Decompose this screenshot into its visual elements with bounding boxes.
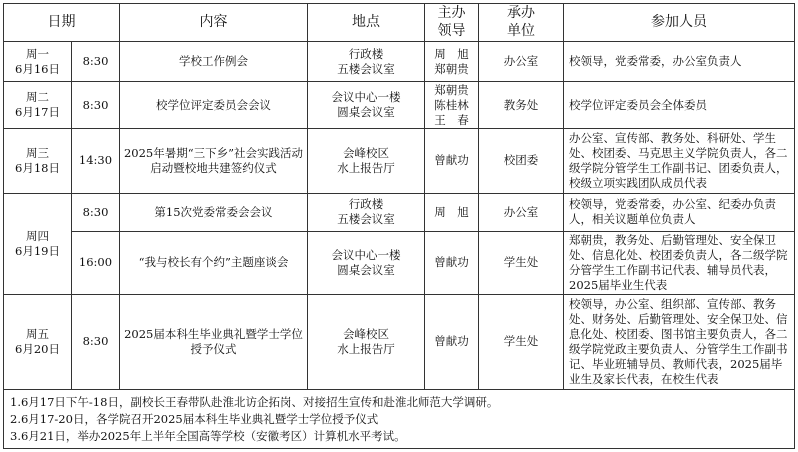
header-location: 地点 [308, 4, 425, 42]
participants-cell: 校领导，党委常委，办公室负责人 [564, 42, 795, 82]
time-cell: 8:30 [72, 42, 120, 82]
note-item: 2.6月17-20日，各学院召开2025届本科生毕业典礼暨学士学位授予仪式 [10, 411, 379, 426]
participants-cell: 办公室、宣传部、教务处、科研处、学生处、校团委、马克思主义学院负责人，各二级学院分管学生工作副书记、团委负责人，校级立项实践团队成员代表 [564, 129, 795, 194]
content-cell: 2025届本科生毕业典礼暨学士学位授予仪式 [120, 294, 308, 390]
day-cell: 周五 6月20日 [4, 294, 72, 390]
leader-cell: 曾献功 [425, 294, 479, 390]
note-item: 3.6月21日，举办2025年上半年全国高等学校（安徽考区）计算机水平考试。 [10, 428, 406, 443]
day-cell: 周四 6月19日 [4, 193, 72, 294]
leader-cell: 曾献功 [425, 232, 479, 295]
leader-cell: 周 旭 郑朝贵 [425, 42, 479, 82]
table-row [4, 129, 795, 194]
participants-cell: 校领导，办公室、组织部、宣传部、教务处、财务处、后勤管理处、安全保卫处、信息化处、校团委、图书馆主要负责人，各二级学院党政主要负责人、分管学生工作副书记、毕业班辅导员、教师代表，2025届毕业生及家长代表，在校生代表 [564, 294, 795, 390]
day-cell: 周二 6月17日 [4, 82, 72, 129]
time-cell: 8:30 [72, 82, 120, 129]
table-row [4, 42, 795, 82]
table-row [4, 232, 795, 295]
header-participants: 参加人员 [564, 4, 795, 42]
unit-cell: 教务处 [479, 82, 564, 129]
header-unit: 承办 单位 [479, 4, 564, 42]
unit-cell: 办公室 [479, 42, 564, 82]
unit-cell: 办公室 [479, 193, 564, 231]
content-cell: 第15次党委常委会会议 [120, 193, 308, 231]
notes-cell [4, 390, 795, 449]
leader-cell: 周 旭 [425, 193, 479, 231]
header-content: 内容 [120, 4, 308, 42]
location-cell: 行政楼 五楼会议室 [308, 193, 425, 231]
unit-cell: 校团委 [479, 129, 564, 194]
day-cell: 周一 6月16日 [4, 42, 72, 82]
header-row [4, 4, 795, 42]
table-row [4, 294, 795, 390]
participants-cell: 校学位评定委员会全体委员 [564, 82, 795, 129]
content-cell: 校学位评定委员会会议 [120, 82, 308, 129]
content-cell: 2025年暑期“三下乡”社会实践活动启动暨校地共建签约仪式 [120, 129, 308, 194]
header-date: 日期 [4, 4, 120, 42]
participants-cell: 校领导，党委常委，办公室、纪委办负责人，相关议题单位负责人 [564, 193, 795, 231]
table-row [4, 193, 795, 231]
leader-cell: 曾献功 [425, 129, 479, 194]
header-leader: 主办 领导 [425, 4, 479, 42]
notes-row [4, 390, 795, 449]
leader-cell: 郑朝贵 陈桂林 王 春 [425, 82, 479, 129]
time-cell: 8:30 [72, 294, 120, 390]
schedule-table [3, 3, 795, 449]
note-item: 1.6月17日下午-18日，副校长王春带队赴淮北访企拓岗、对接招生宣传和赴淮北师范大学调研。 [10, 395, 499, 410]
content-cell: 学校工作例会 [120, 42, 308, 82]
time-cell: 14:30 [72, 129, 120, 194]
participants-cell: 郑朝贵，教务处、后勤管理处、安全保卫处、信息化处、校团委负责人，各二级学院分管学生工作副书记代表、辅导员代表，2025届毕业生代表 [564, 232, 795, 295]
location-cell: 会议中心一楼 圆桌会议室 [308, 232, 425, 295]
location-cell: 行政楼 五楼会议室 [308, 42, 425, 82]
location-cell: 会峰校区 水上报告厅 [308, 294, 425, 390]
location-cell: 会峰校区 水上报告厅 [308, 129, 425, 194]
unit-cell: 学生处 [479, 294, 564, 390]
table-row [4, 82, 795, 129]
location-cell: 会议中心一楼 圆桌会议室 [308, 82, 425, 129]
time-cell: 8:30 [72, 193, 120, 231]
content-cell: “我与校长有个约”主题座谈会 [120, 232, 308, 295]
day-cell: 周三 6月18日 [4, 129, 72, 194]
time-cell: 16:00 [72, 232, 120, 295]
unit-cell: 学生处 [479, 232, 564, 295]
